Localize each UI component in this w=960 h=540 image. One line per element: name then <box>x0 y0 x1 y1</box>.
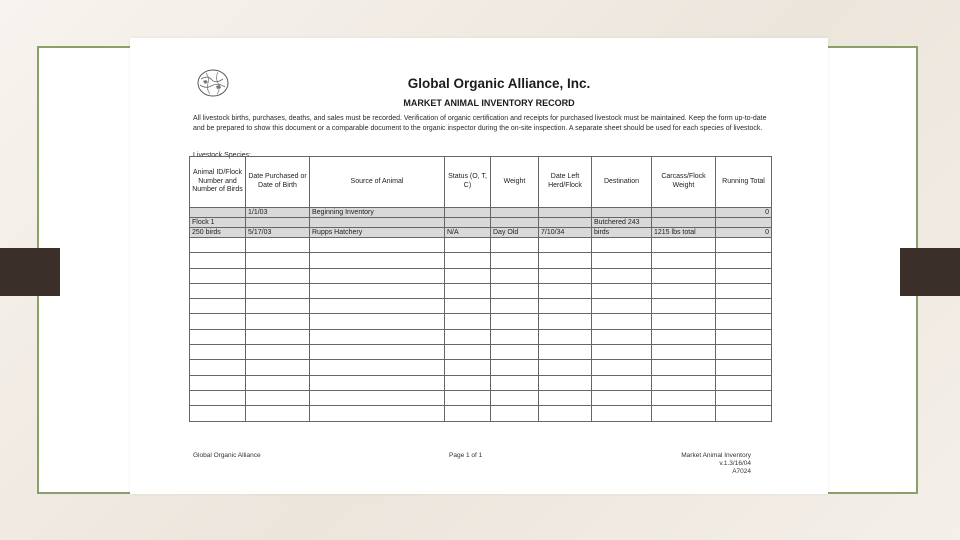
table-row <box>190 345 772 360</box>
header-destination: Destination <box>592 157 652 208</box>
footer-form-version <box>656 452 751 476</box>
table-row <box>190 314 772 329</box>
table-row <box>190 268 772 283</box>
inventory-table <box>189 156 772 422</box>
table-cell <box>246 218 310 228</box>
table-cell: 250 birds <box>190 228 246 238</box>
scanned-document <box>130 38 828 494</box>
table-cell: 5/17/03 <box>246 228 310 238</box>
header-running-total: Running Total <box>716 157 772 208</box>
table-row <box>190 208 772 218</box>
table-cell <box>652 218 716 228</box>
table-cell <box>190 208 246 218</box>
header-weight: Weight <box>491 157 539 208</box>
table-row <box>190 283 772 298</box>
table-cell: 0 <box>716 228 772 238</box>
table-cell: 7/10/34 <box>539 228 592 238</box>
table-row <box>190 329 772 344</box>
table-row <box>190 228 772 238</box>
table-cell: birds <box>592 228 652 238</box>
footer-code-line: A7024 <box>732 468 751 475</box>
table-cell: Flock 1 <box>190 218 246 228</box>
table-cell <box>592 208 652 218</box>
right-accent-bar <box>900 248 960 296</box>
table-cell <box>539 208 592 218</box>
table-row <box>190 375 772 390</box>
table-cell: Beginning Inventory <box>310 208 445 218</box>
footer-org: Global Organic Alliance <box>193 452 261 459</box>
record-title: MARKET ANIMAL INVENTORY RECORD <box>403 98 575 108</box>
table-cell <box>445 218 491 228</box>
footer-page-number: Page 1 of 1 <box>449 452 483 459</box>
table-cell: 1215 lbs total <box>652 228 716 238</box>
left-accent-bar <box>0 248 60 296</box>
table-cell <box>716 218 772 228</box>
table-cell <box>491 218 539 228</box>
header-date-left: Date Left Herd/Flock <box>539 157 592 208</box>
table-cell <box>491 208 539 218</box>
table-row <box>190 360 772 375</box>
table-cell: N/A <box>445 228 491 238</box>
header-animal-id: Animal ID/Flock Number and Number of Birds <box>190 157 246 208</box>
table-cell: 1/1/03 <box>246 208 310 218</box>
header-source: Source of Animal <box>310 157 445 208</box>
footer-version-line: Market Animal Inventory v.1.3/16/04 <box>681 452 751 467</box>
table-header-row <box>190 157 772 208</box>
table-cell: 0 <box>716 208 772 218</box>
table-row <box>190 390 772 405</box>
instructions-text: All livestock births, purchases, deaths, and sales must be recorded. Verification of organic certification and receipts for purchased livestock must be maintained. Keep the form up-to-date and be prepared to show this document or a comparable document to the organic inspector during the on-site inspection. A separate sheet should be used for each species of livestock. <box>193 115 767 132</box>
table-cell <box>445 208 491 218</box>
table-cell: Day Old <box>491 228 539 238</box>
header-carcass-weight: Carcass/Flock Weight <box>652 157 716 208</box>
livestock-species-label: Livestock Species: <box>193 152 251 159</box>
table-cell: Rupps Hatchery <box>310 228 445 238</box>
table-cell: Butchered 243 <box>592 218 652 228</box>
table-cell <box>310 218 445 228</box>
table-row <box>190 253 772 268</box>
table-row <box>190 406 772 421</box>
table-row <box>190 299 772 314</box>
header-date-purchased: Date Purchased or Date of Birth <box>246 157 310 208</box>
table-row <box>190 238 772 253</box>
table-cell <box>539 218 592 228</box>
table-cell <box>652 208 716 218</box>
organization-title: Global Organic Alliance, Inc. <box>407 76 591 91</box>
header-status: Status (O, T, C) <box>445 157 491 208</box>
table-row <box>190 218 772 228</box>
